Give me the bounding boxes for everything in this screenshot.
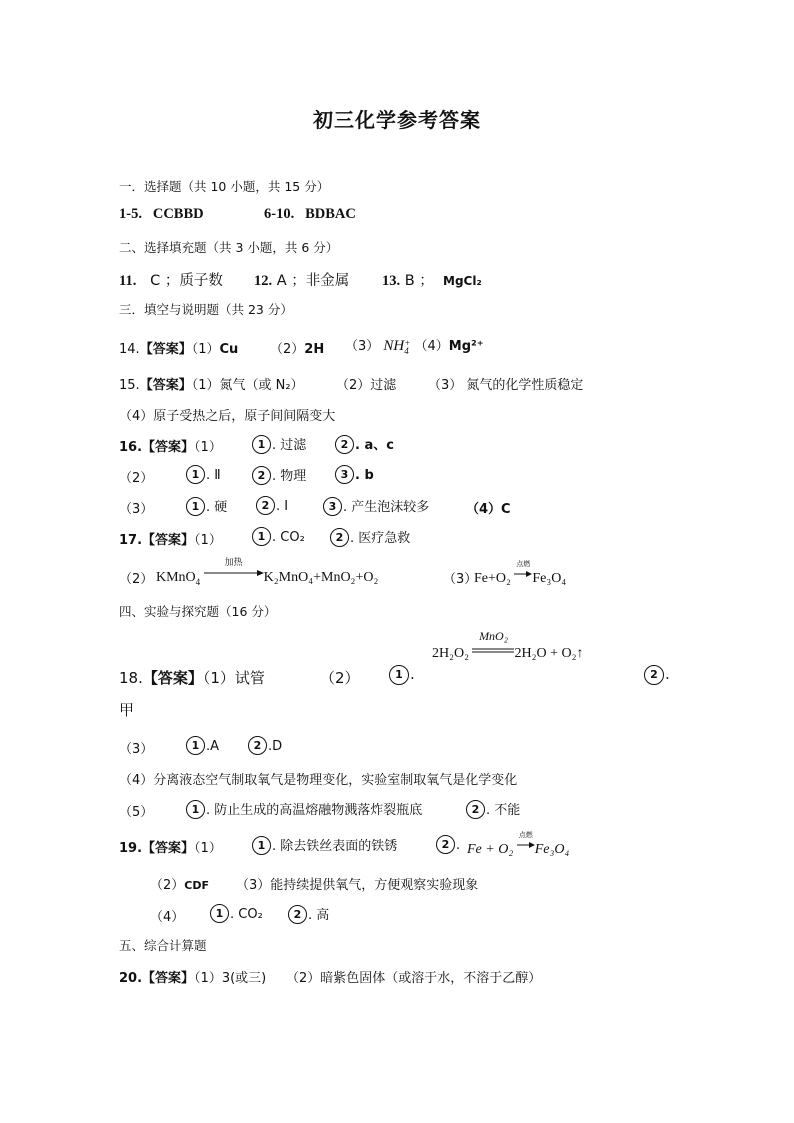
- q20-part2: （2）暗紫色固体（或溶于水，不溶于乙醇）: [286, 971, 542, 986]
- answer-15: [119, 374, 304, 393]
- q18-part3-item2: [248, 736, 282, 755]
- q15-tag: 【答案】: [139, 378, 192, 393]
- section-5-heading: 五、综合计算题: [119, 938, 207, 953]
- eq1-arrow: [204, 558, 264, 582]
- q19-part4-item1: [210, 904, 263, 923]
- q18-part5-answer1: . 防止生成的高温熔融物溅落炸裂瓶底: [206, 803, 423, 818]
- q18-part5-item2: [466, 799, 520, 819]
- q17-number: 17.: [119, 533, 143, 548]
- q12-number: 12.: [254, 273, 273, 289]
- q16-part3-label: （3）: [119, 502, 154, 517]
- q16-part2-item3: [335, 465, 374, 484]
- answer-14: [119, 338, 238, 357]
- q17-part1-answer2: . 医疗急救: [350, 531, 411, 546]
- q18-tag: 【答案】: [142, 669, 203, 687]
- circled-number-3: 3: [323, 497, 342, 516]
- eq2-arrow: [514, 560, 532, 583]
- circled-number-1: 1: [252, 527, 271, 546]
- q17-part3-label: （3）: [443, 572, 478, 587]
- q14-part1-label: （1）: [191, 342, 220, 357]
- q15-line-2: （2）过滤: [336, 378, 397, 393]
- q19-eq-condition: 点燃: [518, 831, 533, 839]
- q18-part2-item1: 1 .: [389, 665, 415, 685]
- q18-eq-reactant: 2H₂O₂: [432, 646, 469, 661]
- q18-part5-item1: [186, 799, 422, 819]
- q19-eq-product: Fe₃O₄: [534, 842, 570, 857]
- mc-answers-2: [264, 206, 356, 223]
- q19-part2-label: （2）: [150, 878, 185, 893]
- circled-number-1: 1: [186, 800, 205, 819]
- q14-answer-3: [383, 338, 410, 354]
- q18-eq-equals: [472, 629, 514, 659]
- q11-answer: C ；质子数: [150, 273, 223, 289]
- section-1-heading: 一．选择题（共 10 小题，共 15 分）: [119, 179, 330, 194]
- circled-number-1: 1: [252, 836, 271, 855]
- q18-part3-item1: [186, 736, 219, 755]
- circled-number-1: 1: [186, 497, 205, 516]
- q17-part1-item2: [330, 527, 410, 547]
- q15-line-3: （3） 氮气的化学性质稳定: [428, 378, 584, 393]
- q18-eq-products: 2H₂O + O₂↑: [514, 646, 584, 661]
- arrow-right-icon: [514, 570, 532, 578]
- q17-tag: 【答案】: [142, 533, 195, 548]
- q14-answer-2: 2H: [304, 342, 325, 357]
- q18-part2-item2: 2 .: [644, 665, 670, 685]
- circled-number-2: 2: [436, 835, 455, 854]
- q16-part3-item1: [186, 496, 227, 516]
- circled-number-1: 1: [252, 435, 271, 454]
- circled-number-2: 2: [288, 905, 307, 924]
- mc-value-1: CCBBD: [152, 206, 204, 222]
- q18-part3-answer1: .A: [206, 739, 220, 754]
- circled-number-2: 2: [252, 466, 271, 485]
- q18-part3-answer2: .D: [268, 739, 283, 754]
- double-line-icon: [472, 648, 514, 654]
- q14-part3: [345, 335, 484, 355]
- q18-part3-label: （3）: [119, 742, 154, 757]
- q19-part2: [150, 874, 209, 893]
- answer-17: [119, 529, 222, 548]
- q17-part1-label: （1）: [194, 533, 222, 548]
- q19-part3: （3）能持续提供氧气，方便观察实验现象: [236, 878, 479, 893]
- q16-part3-item3: [323, 496, 429, 516]
- q15-number: 15.: [119, 378, 140, 393]
- q16-part1-answer2: . a、c: [355, 438, 394, 453]
- q19-part4-item2: [288, 904, 329, 924]
- q13-number: 13.: [382, 273, 401, 289]
- q13-formula: MgCl₂: [443, 274, 482, 288]
- mc-range-1: 1-5.: [119, 206, 142, 222]
- q16-part2-item1: [186, 465, 221, 484]
- q19-eq-reactants: Fe + O₂: [467, 842, 514, 857]
- q14-ion-charge: +: [404, 337, 411, 348]
- q14-answer-1: Cu: [219, 342, 239, 357]
- circled-number-3: 3: [335, 465, 354, 484]
- eq2-condition: 点燃: [516, 560, 531, 568]
- q20-part1: （1）3(或三): [194, 971, 267, 986]
- q14-part2: [270, 338, 324, 357]
- answer-11: [119, 269, 223, 290]
- q18-part5-label: （5）: [119, 805, 154, 820]
- q20-number: 20.: [119, 971, 143, 986]
- circled-number-2: 2: [335, 435, 354, 454]
- q16-part4: （4）C: [466, 502, 511, 517]
- answer-16: [119, 436, 222, 455]
- q16-part1-item1: [252, 434, 306, 454]
- q14-ion-subscript: 4: [404, 345, 409, 356]
- q16-part2-item2: [252, 465, 306, 485]
- q17-equation-1: KMnO$_4$ 加热 K₂MnO₄+MnO₂+O₂: [156, 566, 378, 587]
- q19-part1-item1: [252, 835, 397, 855]
- q19-part2-answer: CDF: [184, 879, 209, 892]
- circled-number-1: 1: [210, 904, 229, 923]
- q16-part1-label: （1）: [194, 440, 222, 455]
- q19-part4-label: （4）: [150, 910, 185, 925]
- arrow-right-icon: [517, 841, 535, 849]
- q18-part1: （1）试管: [202, 669, 265, 687]
- answer-13: [382, 269, 482, 290]
- q19-equation: [467, 831, 570, 858]
- q18-eq-catalyst: MnO₂: [479, 629, 508, 643]
- q18-part2-label: （2）: [320, 669, 360, 687]
- q17-part1-item1: [252, 527, 305, 546]
- eq1-condition: 加热: [224, 558, 243, 568]
- answer-18: [119, 667, 265, 688]
- q16-part1-item2: [335, 434, 394, 454]
- eq2-reactants: Fe+O₂: [474, 571, 511, 586]
- mc-range-2: 6-10.: [264, 206, 295, 222]
- circled-number-2: 2: [644, 665, 664, 685]
- arrow-right-icon: [204, 569, 264, 577]
- answer-20: [119, 967, 266, 986]
- q16-part2-answer1: . Ⅱ: [206, 468, 221, 483]
- q14-ion-base: NH: [383, 338, 405, 354]
- circled-number-1: 1: [186, 736, 205, 755]
- q19-part1-item2: 2 .: [436, 835, 460, 854]
- q19-eq-arrow: [517, 831, 535, 854]
- q12-answer: A ；非金属: [276, 273, 350, 289]
- answer-19: [119, 837, 222, 856]
- circled-number-2: 2: [330, 528, 349, 547]
- q17-part1-answer1: . CO₂: [272, 530, 305, 545]
- circled-number-1: 1: [389, 665, 409, 685]
- q19-part4-answer2: . 高: [308, 908, 330, 923]
- section-3-heading: 三．填空与说明题（共 23 分）: [119, 302, 293, 317]
- q17-equation-2: [474, 560, 567, 587]
- q14-tag: 【答案】: [139, 342, 192, 357]
- q18-part4: （4）分离液态空气制取氧气是物理变化，实验室制取氧气是化学变化: [119, 773, 518, 788]
- q11-number: 11.: [119, 273, 137, 289]
- q16-part2-label: （2）: [119, 471, 154, 486]
- circled-number-1: 1: [186, 465, 205, 484]
- q16-part3-answer1: . 硬: [206, 500, 228, 515]
- q19-part1-answer1: . 除去铁丝表面的铁锈: [272, 839, 398, 854]
- q16-part1-answer1: . 过滤: [272, 438, 307, 453]
- answer-12: [254, 269, 349, 290]
- q18-number: 18.: [119, 669, 143, 687]
- q14-answer-4: Mg²⁺: [448, 339, 484, 354]
- mc-value-2: BDBAC: [305, 206, 356, 222]
- circled-number-2: 2: [256, 496, 275, 515]
- q16-tag: 【答案】: [142, 440, 195, 455]
- circled-number-2: 2: [466, 800, 485, 819]
- q15-line-1: （1）氮气（或 N₂）: [191, 378, 304, 393]
- q19-number: 19.: [119, 841, 143, 856]
- q19-tag: 【答案】: [142, 841, 195, 856]
- q14-number: 14.: [119, 342, 140, 357]
- q16-part3-answer2: . Ⅰ: [276, 499, 289, 514]
- q17-part2-label: （2）: [119, 572, 154, 587]
- q16-part2-answer2: . 物理: [272, 469, 307, 484]
- q14-part3-label: （3）: [345, 339, 380, 354]
- q14-part2-label: （2）: [270, 342, 305, 357]
- eq2-product: Fe₃O₄: [532, 571, 567, 586]
- q16-part2-answer3: . b: [355, 468, 374, 483]
- q13-answer: B ；: [404, 273, 434, 289]
- section-4-heading: 四、实验与探究题（16 分）: [119, 604, 277, 619]
- circled-number-2: 2: [248, 736, 267, 755]
- mc-answers-1: [119, 206, 204, 223]
- section-2-heading: 二、选择填充题（共 3 小题，共 6 分）: [119, 240, 339, 255]
- q19-part4-answer1: . CO₂: [230, 907, 263, 922]
- page-title: 初三化学参考答案: [313, 108, 481, 132]
- eq1-reactant: KMnO: [156, 570, 196, 585]
- q16-part3-item2: [256, 496, 288, 515]
- q19-part1-label: （1）: [194, 841, 222, 856]
- q14-part4-label: （4）: [414, 339, 449, 354]
- q18-part2-answer2: 甲: [119, 701, 135, 719]
- q15-line-4: （4）原子受热之后，原子间间隔变大: [119, 409, 336, 424]
- q18-equation: [432, 629, 584, 662]
- q16-part3-answer3: . 产生泡沫较多: [343, 500, 430, 515]
- q18-part5-answer2: . 不能: [486, 803, 521, 818]
- q20-tag: 【答案】: [142, 971, 195, 986]
- eq1-products: K₂MnO₄+MnO₂+O₂: [263, 570, 379, 585]
- q16-number: 16.: [119, 440, 143, 455]
